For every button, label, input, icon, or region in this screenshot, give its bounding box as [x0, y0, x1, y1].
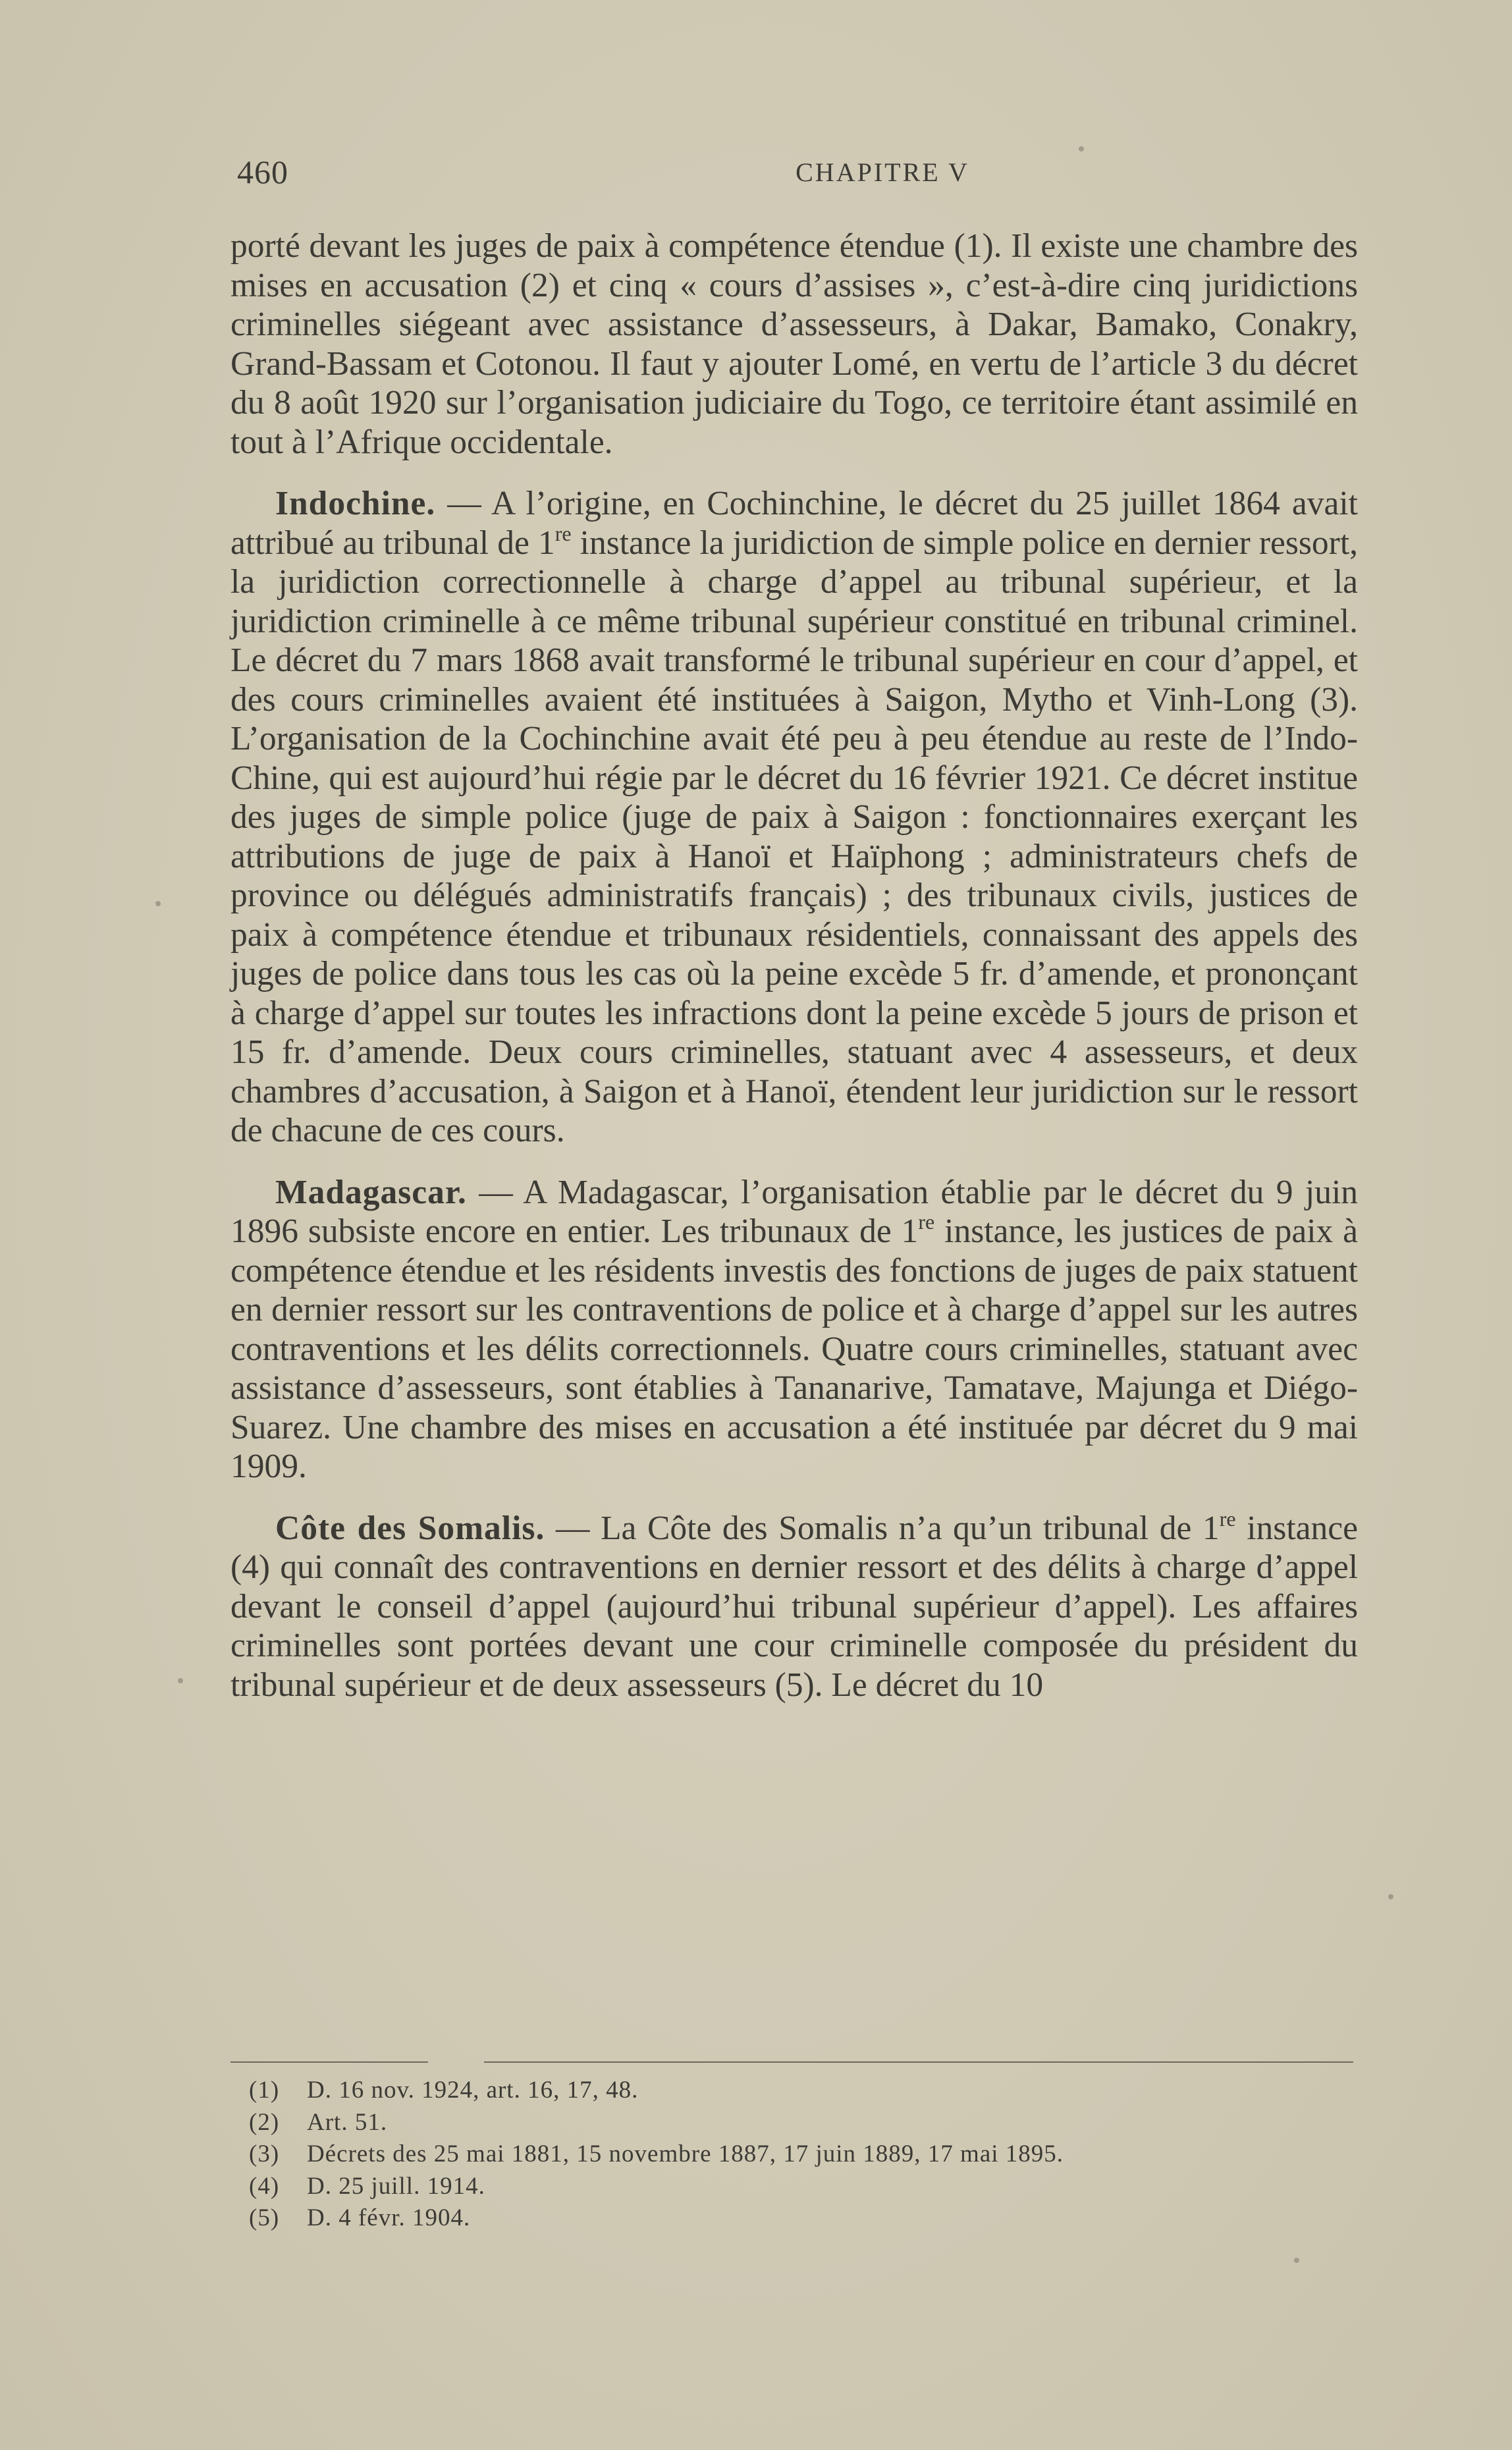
- paragraph-indochine: [230, 484, 1358, 1151]
- paragraph-cote-des-somalis: [230, 1506, 1358, 1705]
- footnote-number: (4): [249, 2172, 280, 2200]
- section-heading-madagascar: Madagascar.: [275, 1173, 467, 1211]
- footnote-number: (2): [249, 2108, 280, 2136]
- body-text: [230, 227, 1358, 1704]
- footnote-text: D. 4 févr. 1904.: [307, 2204, 471, 2231]
- superscript: re: [918, 1210, 935, 1234]
- paper-speck: [1079, 146, 1084, 151]
- superscript: re: [1219, 1506, 1236, 1531]
- paper-speck: [1388, 1894, 1393, 1899]
- paper-speck: [1294, 2258, 1299, 2263]
- paper-speck: [155, 901, 161, 906]
- paragraph-madagascar: [230, 1173, 1358, 1486]
- footnote-number: (3): [249, 2140, 280, 2167]
- paragraph-text: instance la juridiction de simple police en dernier ressort, la juridiction correctionnelle à charge d’appel au tribunal supérieur, et la juridiction criminelle à ce même tribunal supérieur constitué en tribunal criminel. Le décret du 7 mars 1868 avait transformé le tribunal supérieur en cour d’appel, et des cours criminelles avaient été instituées à Saigon, Mytho et Vinh-Long (3). L’organisation de la Cochinchine avait été peu à peu étendue au reste de l’Indo-Chine, qui est aujourd’hui régie par le décret du 16 février 1921. Ce décret institue des juges de simple police (juge de paix à Saigon : fonctionnaires exerçant les attributions de juge de paix à Hanoï et Haïphong ; administrateurs chefs de province ou délégués administratifs français) ; des tribunaux civils, justices de paix à compétence étendue et tribunaux résidentiels, connaissant des appels des juges de police dans tous les cas où la peine excède 5 fr. d’amende, et prononçant à charge d’appel sur toutes les infractions dont la peine excède 5 jours de prison et 15 fr. d’amende. Deux cours criminelles, statuant avec 4 assesseurs, et deux chambres d’accusation, à Saigon et à Hanoï, étendent leur juridiction sur le ressort de chacune de ces cours.: [230, 524, 1358, 1149]
- footnote-text: D. 16 nov. 1924, art. 16, 17, 48.: [307, 2077, 639, 2104]
- paragraph-text: — La Côte des Somalis n’a qu’un tribunal de 1: [545, 1509, 1220, 1547]
- paragraph-text: instance, les justices de paix à compétence étendue et les résidents investis des fonctions de juges de paix statuent en dernier ressort sur les contraventions de police et à charge d’appel sur les autres contraventions et les délits correctionnels. Quatre cours criminelles, statuant avec assistance d’assesseurs, sont établies à Tananarive, Tamatave, Majunga et Diégo-Suarez. Une chambre des mises en accusation a été instituée par décret du 9 mai 1909.: [230, 1212, 1358, 1485]
- paragraph-text: instance (4) qui connaît des contraventions en dernier ressort et des délits à charge d’appel devant le conseil d’appel (aujourd’hui tribunal supérieur d’appel). Les affaires criminelles sont portées devant une cour criminelle composée du président du tribunal supérieur et de deux assesseurs (5). Le décret du 10: [230, 1509, 1358, 1704]
- paragraph-senegal-continuation: [230, 227, 1358, 462]
- footnote-text: D. 25 juill. 1914.: [307, 2172, 485, 2200]
- footnote-1: [249, 2075, 1368, 2107]
- footnote-5: [249, 2202, 1368, 2235]
- footnote-3: [249, 2138, 1368, 2171]
- superscript: re: [554, 521, 572, 545]
- paper-speck: [178, 1678, 183, 1683]
- footnote-rule-left: [230, 2061, 428, 2063]
- section-heading-indochine: Indochine.: [275, 485, 436, 522]
- footnote-2: [249, 2107, 1368, 2139]
- running-head: CHAPITRE V: [796, 157, 969, 187]
- footnote-rule-right: [484, 2061, 1353, 2063]
- paragraph-text: porté devant les juges de paix à compétence étendue (1). Il existe une chambre des mises en accusation (2) et cinq « cours d’assises », c’est-à-dire cinq juridictions criminelles siégeant avec assistance d’assesseurs, à Dakar, Bamako, Conakry, Grand-Bassam et Cotonou. Il faut y ajouter Lomé, en vertu de l’article 3 du décret du 8 août 1920 sur l’organisation judiciaire du Togo, ce territoire étant assimilé en tout à l’Afrique occidentale.: [230, 227, 1358, 461]
- footnote-number: (5): [249, 2204, 280, 2231]
- footnotes: [249, 2075, 1368, 2235]
- paragraph-text: — A l’origine, en Cochinchine, le décret du 25 juillet 1864 avait attribué au tribunal de 1: [230, 485, 1358, 562]
- page-number: 460: [237, 153, 288, 190]
- footnote-4: [249, 2171, 1368, 2203]
- paragraph-text: — A Madagascar, l’organisation établie par le décret du 9 juin 1896 subsiste encore en entier. Les tribunaux de 1: [230, 1173, 1358, 1250]
- footnote-text: Art. 51.: [307, 2108, 388, 2136]
- footnote-text: Décrets des 25 mai 1881, 15 novembre 1887, 17 juin 1889, 17 mai 1895.: [307, 2140, 1064, 2167]
- page-header: [237, 153, 1357, 199]
- section-heading-cote-des-somalis: Côte des Somalis.: [275, 1509, 545, 1547]
- footnote-number: (1): [249, 2077, 280, 2104]
